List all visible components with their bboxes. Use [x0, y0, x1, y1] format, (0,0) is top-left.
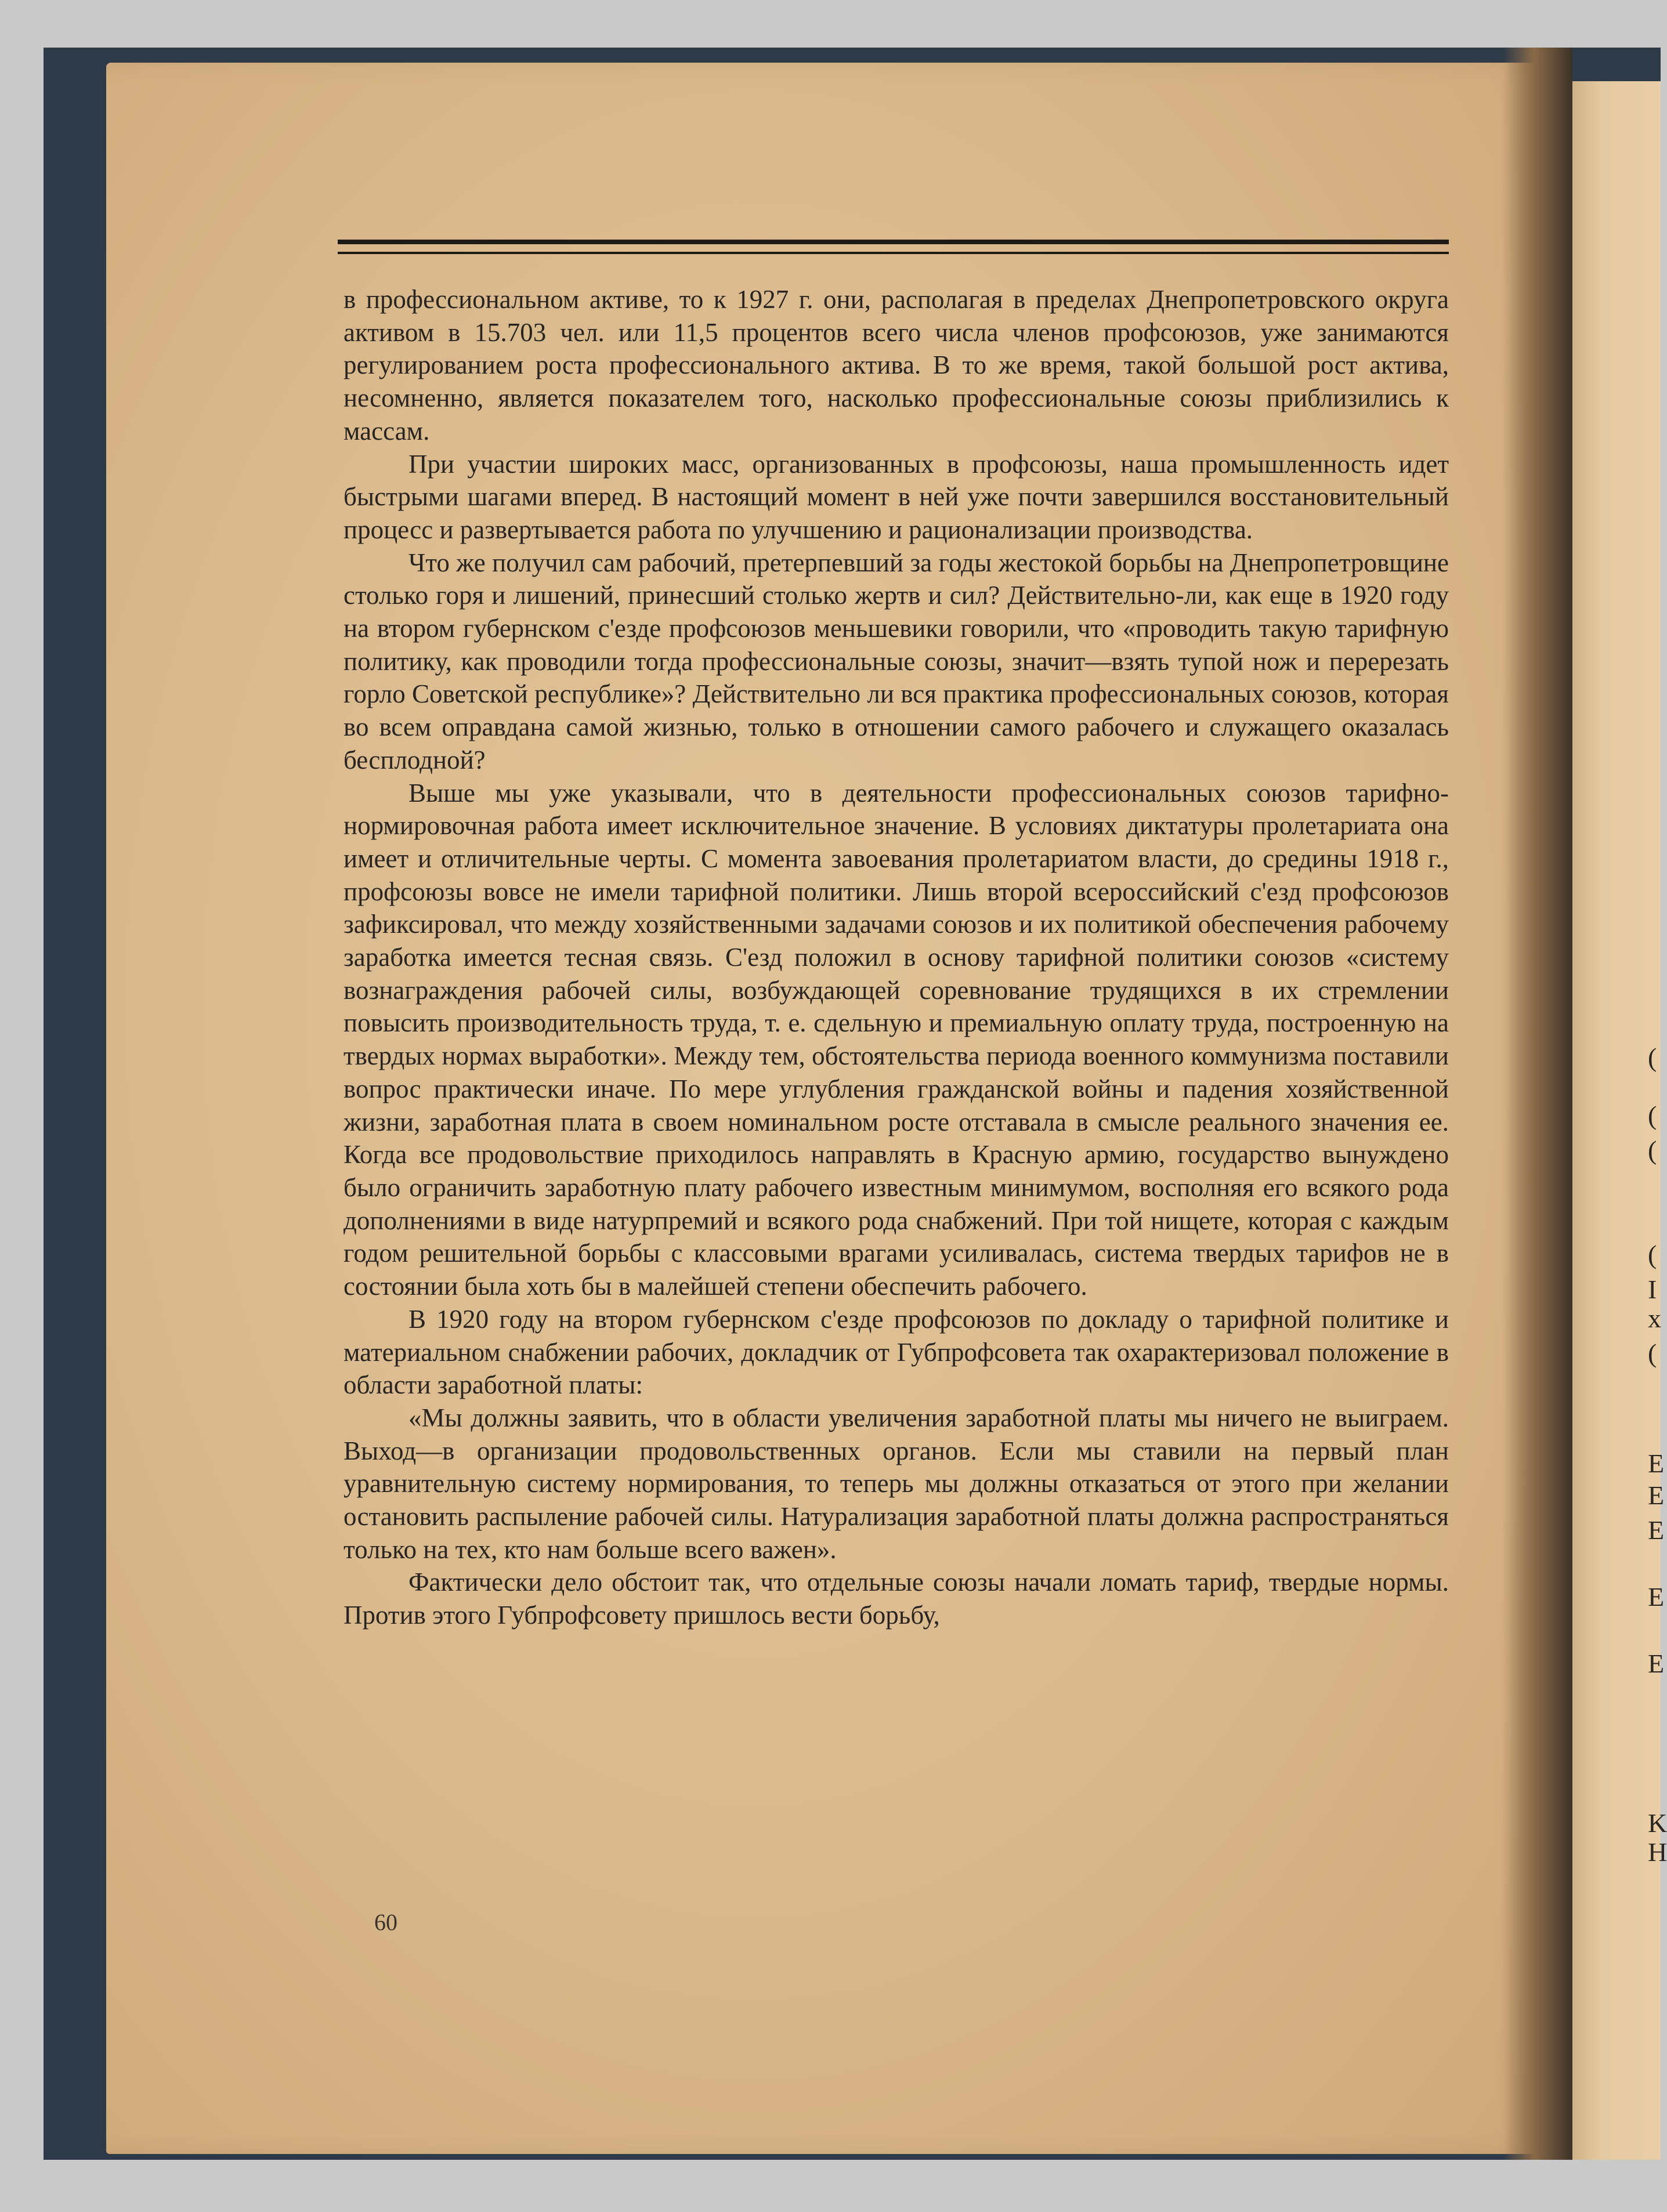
header-rule-thick — [338, 240, 1449, 244]
facing-letter: ( — [1648, 1042, 1657, 1072]
facing-letter: x — [1648, 1304, 1661, 1333]
facing-letter: H — [1648, 1837, 1667, 1867]
facing-letter: E — [1648, 1582, 1665, 1612]
paragraph: При участии широких масс, организованных в профсоюзы, наша промышленность идет быстрыми шагами вперед. В настоящий момент в ней уже почти завершился восстановительный процесс и развертывается работа по улучшению и рационализации производства. — [343, 449, 1449, 544]
header-rule-thin — [338, 252, 1449, 254]
page-number: 60 — [374, 1909, 397, 1935]
facing-letter: ( — [1648, 1135, 1657, 1165]
facing-letter: K — [1648, 1808, 1667, 1838]
paragraph: В 1920 году на втором губернском с'езде профсоюзов по докладу о тарифной политике и материальном снабжении рабочих, докладчик от Губпрофсовета так охарактеризовал положение в области заработной платы: — [343, 1304, 1449, 1400]
quote-paragraph: «Мы должны заявить, что в области увеличения заработной платы мы ничего не выиграем. Выход—в организации продовольственных органов. Если мы ставили на первый план уравнительную систему нормирования, то теперь мы должны отказаться от этого при желании остановить распыление рабочей силы. Натурализация заработной платы должна распространяться только на тех, кто нам больше всего важен». — [343, 1403, 1449, 1564]
facing-letter: ( — [1648, 1100, 1657, 1130]
facing-page-edge — [1561, 81, 1661, 2160]
paragraph: Что же получил сам рабочий, претерпевший за годы жестокой борьбы на Днепропетровщине столько горя и лишений, принесший столько жертв и сил? Действительно-ли, как еще в 1920 году на втором губернском с'езде профсоюзов меньшевики говорили, что «проводить такую тарифную политику, как проводили тогда профессиональные союзы, значит—взять тупой нож и перерезать горло Советской республике»? Действительно ли вся практика профессиональных союзов, которая во всем оправдана самой жизнью, только в отношении самого рабочего и служащего оказалась бесплодной? — [343, 548, 1449, 774]
body-text — [343, 283, 1449, 1632]
facing-letter: ( — [1648, 1338, 1657, 1368]
facing-letter: E — [1648, 1515, 1665, 1545]
facing-letter: E — [1648, 1449, 1665, 1478]
page-gutter-shadow — [1503, 48, 1572, 2160]
paragraph: Выше мы уже указывали, что в деятельности профессиональных союзов тарифно-нормировочная работа имеет исключительное значение. В условиях диктатуры пролетариата она имеет и отличительные черты. С момента завоевания пролетариатом власти, до средины 1918 г., профсоюзы вовсе не имели тарифной политики. Лишь второй всероссийский с'езд профсоюзов зафиксировал, что между хозяйственными задачами союзов и их политикой обеспечения рабочему заработка имеется тесная связь. С'езд положил в основу тарифной политики союзов «систему вознаграждения рабочей силы, возбуждающей соревнование трудящихся в их стремлении повысить производительность труда, т. е. сдельную и премиальную оплату труда, построенную на твердых нормах выработки». Между тем, обстоятельства периода военного коммунизма поставили вопрос практически иначе. По мере углубления гражданской войны и падения хозяйственной жизни, заработная плата в своем номинальном росте отставала в смысле реального значения ее. Когда все продовольствие приходилось направлять в Красную армию, государство вынуждено было ограничить заработную плату рабочего известным минимумом, восполняя его всякого рода дополнениями в виде натурпремий и всякого рода снабжений. При той нищете, которая с каждым годом решительной борьбы с классовыми врагами усиливалась, система твердых тарифов не в состоянии была хоть бы в малейшей степени обеспечить рабочего. — [343, 778, 1449, 1301]
facing-letter: E — [1648, 1649, 1665, 1678]
paragraph: Фактически дело обстоит так, что отдельные союзы начали ломать тариф, твердые нормы. Против этого Губпрофсовету пришлось вести борьбу, — [343, 1567, 1449, 1630]
paragraph: в профессиональном активе, то к 1927 г. они, располагая в пределах Днепропетровского округа активом в 15.703 чел. или 11,5 процентов всего числа членов профсоюзов, уже занимаются регулированием роста профессионального актива. В то же время, такой большой рост актива, несомненно, является показателем того, насколько профессиональные союзы приблизились к массам. — [343, 285, 1449, 446]
facing-letter: I — [1648, 1275, 1657, 1304]
facing-letter: ( — [1648, 1240, 1657, 1269]
facing-letter: E — [1648, 1480, 1665, 1510]
